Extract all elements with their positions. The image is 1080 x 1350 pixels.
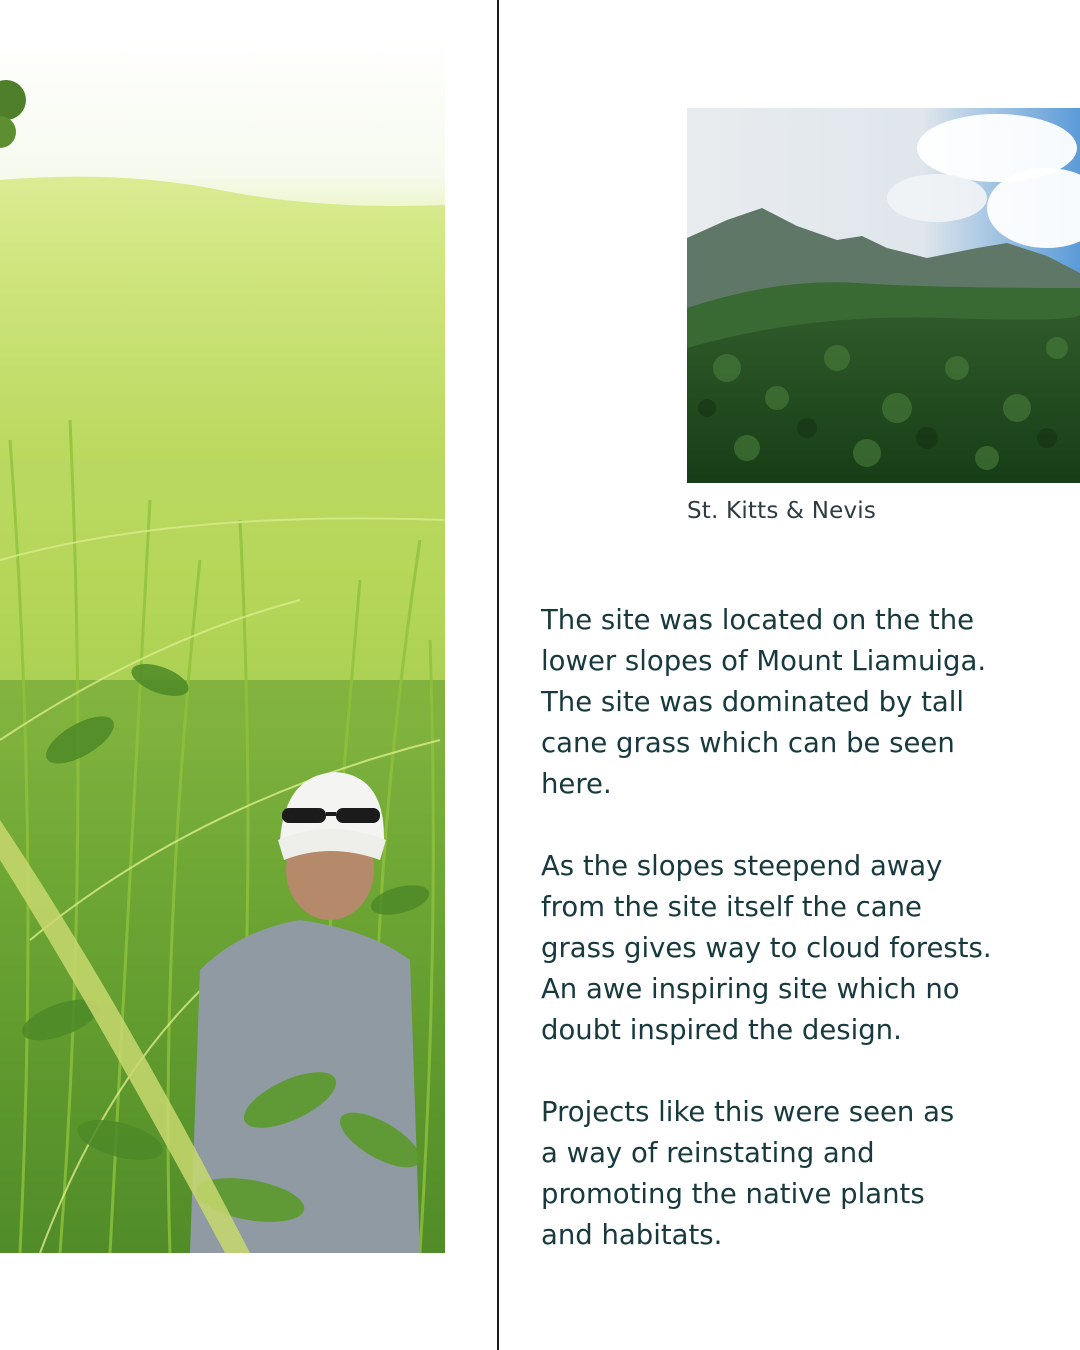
body-text: [541, 600, 1061, 1297]
paragraph-native-plants: Projects like this were seen as a way of reinstating and promoting the native plants and habitats.: [541, 1096, 955, 1251]
vertical-divider: [497, 0, 499, 1350]
cane-grass-photo: [0, 40, 445, 1253]
mountain-forest-photo: [687, 108, 1080, 483]
paragraph-cloud-forests: As the slopes steepend away from the site itself the cane grass gives way to cloud forests. An awe inspiring site which no doubt inspired the design.: [541, 850, 992, 1046]
photo-caption: St. Kitts & Nevis: [687, 498, 877, 524]
paragraph-site-location: The site was located on the the lower slopes of Mount Liamuiga. The site was dominated by tall cane grass which can be seen here.: [541, 604, 987, 800]
